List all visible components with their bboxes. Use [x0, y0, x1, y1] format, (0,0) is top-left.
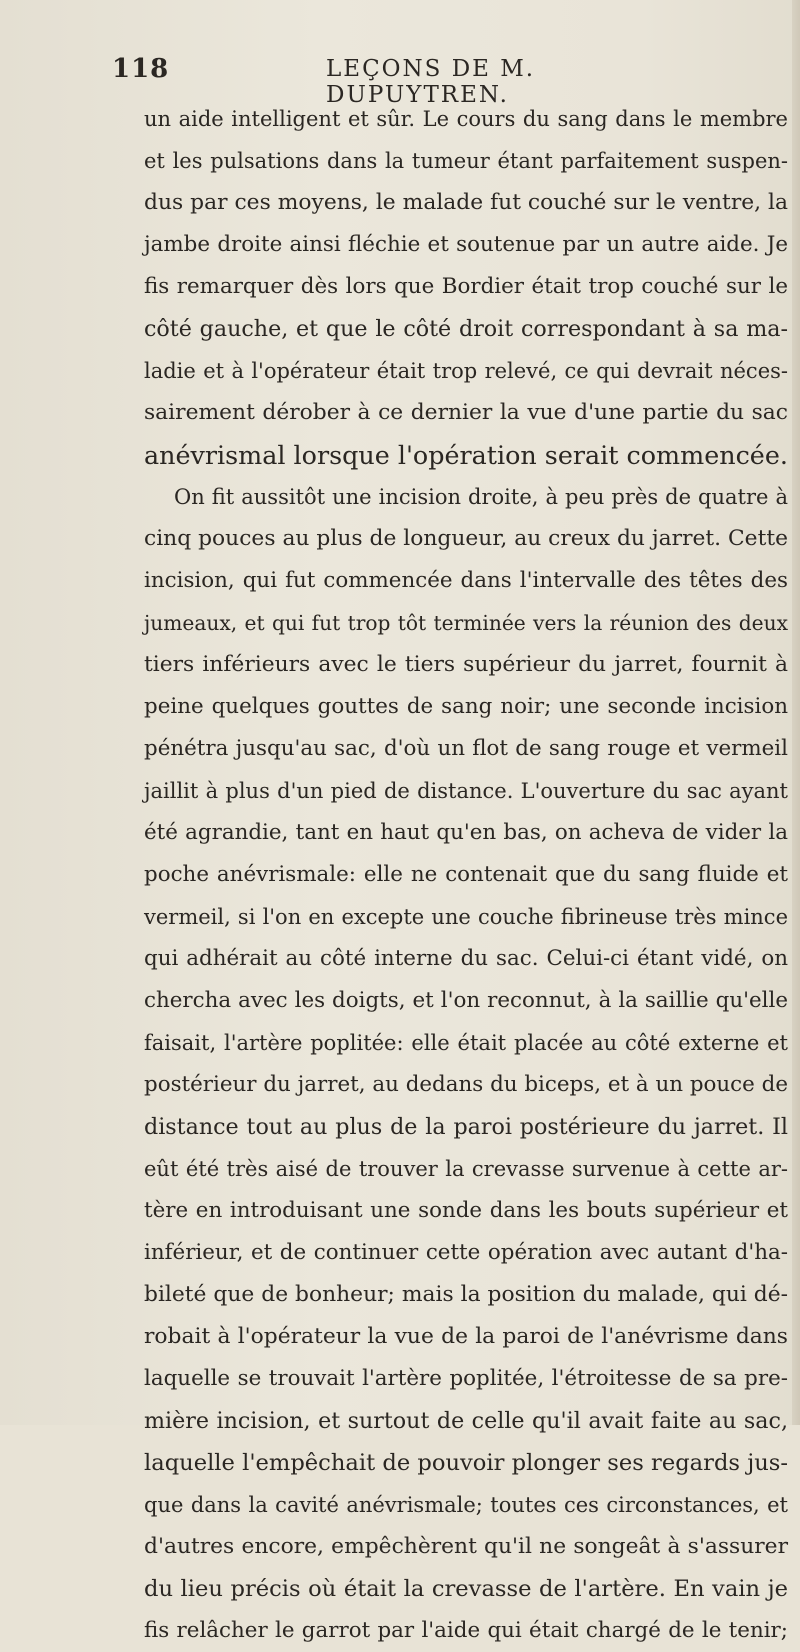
text-line: que dans la cavité anévrismale; toutes ces circonstances, et	[144, 1493, 788, 1517]
text-line: ladie et à l'opérateur était trop relevé, ce qui devrait néces-	[144, 359, 788, 383]
text-line: tère en introduisant une sonde dans les bouts supérieur et	[144, 1198, 788, 1223]
text-line: laquelle se trouvait l'artère poplitée, l'étroitesse de sa pre-	[144, 1366, 788, 1391]
text-line: un aide intelligent et sûr. Le cours du sang dans le membre	[144, 107, 788, 131]
text-line: vermeil, si l'on en excepte une couche fibrineuse très mince	[144, 905, 788, 929]
text-line: et les pulsations dans la tumeur étant parfaitement suspen-	[144, 149, 788, 173]
text-line: pénétra jusqu'au sac, d'où un flot de sang rouge et vermeil	[144, 736, 788, 761]
text-line: tiers inférieurs avec le tiers supérieur du jarret, fournit à	[144, 652, 788, 677]
text-line: du lieu précis où était la crevasse de l'artère. En vain je	[144, 1576, 788, 1602]
text-line: côté gauche, et que le côté droit correspondant à sa ma-	[144, 316, 788, 342]
text-line: inférieur, et de continuer cette opération avec autant d'ha-	[144, 1240, 788, 1265]
text-line: sairement dérober à ce dernier la vue d'une partie du sac	[144, 400, 788, 425]
running-title: LEÇONS DE M. DUPUYTREN.	[326, 56, 536, 108]
text-line: incision, qui fut commencée dans l'intervalle des têtes des	[144, 568, 788, 593]
text-line: mière incision, et surtout de celle qu'il avait faite au sac,	[144, 1408, 788, 1434]
text-line: peine quelques gouttes de sang noir; une seconde incision	[144, 694, 788, 719]
text-line: chercha avec les doigts, et l'on reconnut, à la saillie qu'elle	[144, 988, 788, 1013]
text-line: dus par ces moyens, le malade fut couché sur le ventre, la	[144, 190, 788, 215]
page-number: 118	[112, 54, 170, 84]
page-edge	[792, 0, 800, 1425]
text-line: jumeaux, et qui fut trop tôt terminée vers la réunion des deux	[144, 611, 788, 635]
text-line: poche anévrismale: elle ne contenait que du sang fluide et	[144, 862, 788, 887]
text-line: On fit aussitôt une incision droite, à peu près de quatre à	[174, 485, 788, 509]
text-line: robait à l'opérateur la vue de la paroi de l'anévrisme dans	[144, 1324, 788, 1349]
text-line: fis remarquer dès lors que Bordier était trop couché sur le	[144, 274, 788, 299]
text-line: cinq pouces au plus de longueur, au creux du jarret. Cette	[144, 526, 788, 551]
text-line: jambe droite ainsi fléchie et soutenue par un autre aide. Je	[144, 232, 788, 257]
text-line: faisait, l'artère poplitée: elle était placée au côté externe et	[144, 1031, 788, 1055]
text-line: laquelle l'empêchait de pouvoir plonger ses regards jus-	[144, 1450, 788, 1476]
text-line: été agrandie, tant en haut qu'en bas, on acheva de vider la	[144, 820, 788, 845]
text-line: jaillit à plus d'un pied de distance. L'ouverture du sac ayant	[144, 779, 788, 803]
text-line: qui adhérait au côté interne du sac. Celui-ci étant vidé, on	[144, 946, 788, 971]
text-line: postérieur du jarret, au dedans du biceps, et à un pouce de	[144, 1072, 788, 1097]
text-line: bileté que de bonheur; mais la position du malade, qui dé-	[144, 1282, 788, 1307]
body-text	[144, 98, 788, 1652]
text-line: anévrismal lorsque l'opération serait commencée.	[144, 440, 788, 470]
text-line: d'autres encore, empêchèrent qu'il ne songeât à s'assurer	[144, 1534, 788, 1559]
text-line: eût été très aisé de trouver la crevasse survenue à cette ar-	[144, 1157, 788, 1181]
page-header	[112, 54, 722, 108]
text-line: fis relâcher le garrot par l'aide qui était chargé de le tenir;	[144, 1618, 788, 1643]
text-line: distance tout au plus de la paroi postérieure du jarret. Il	[144, 1114, 788, 1140]
